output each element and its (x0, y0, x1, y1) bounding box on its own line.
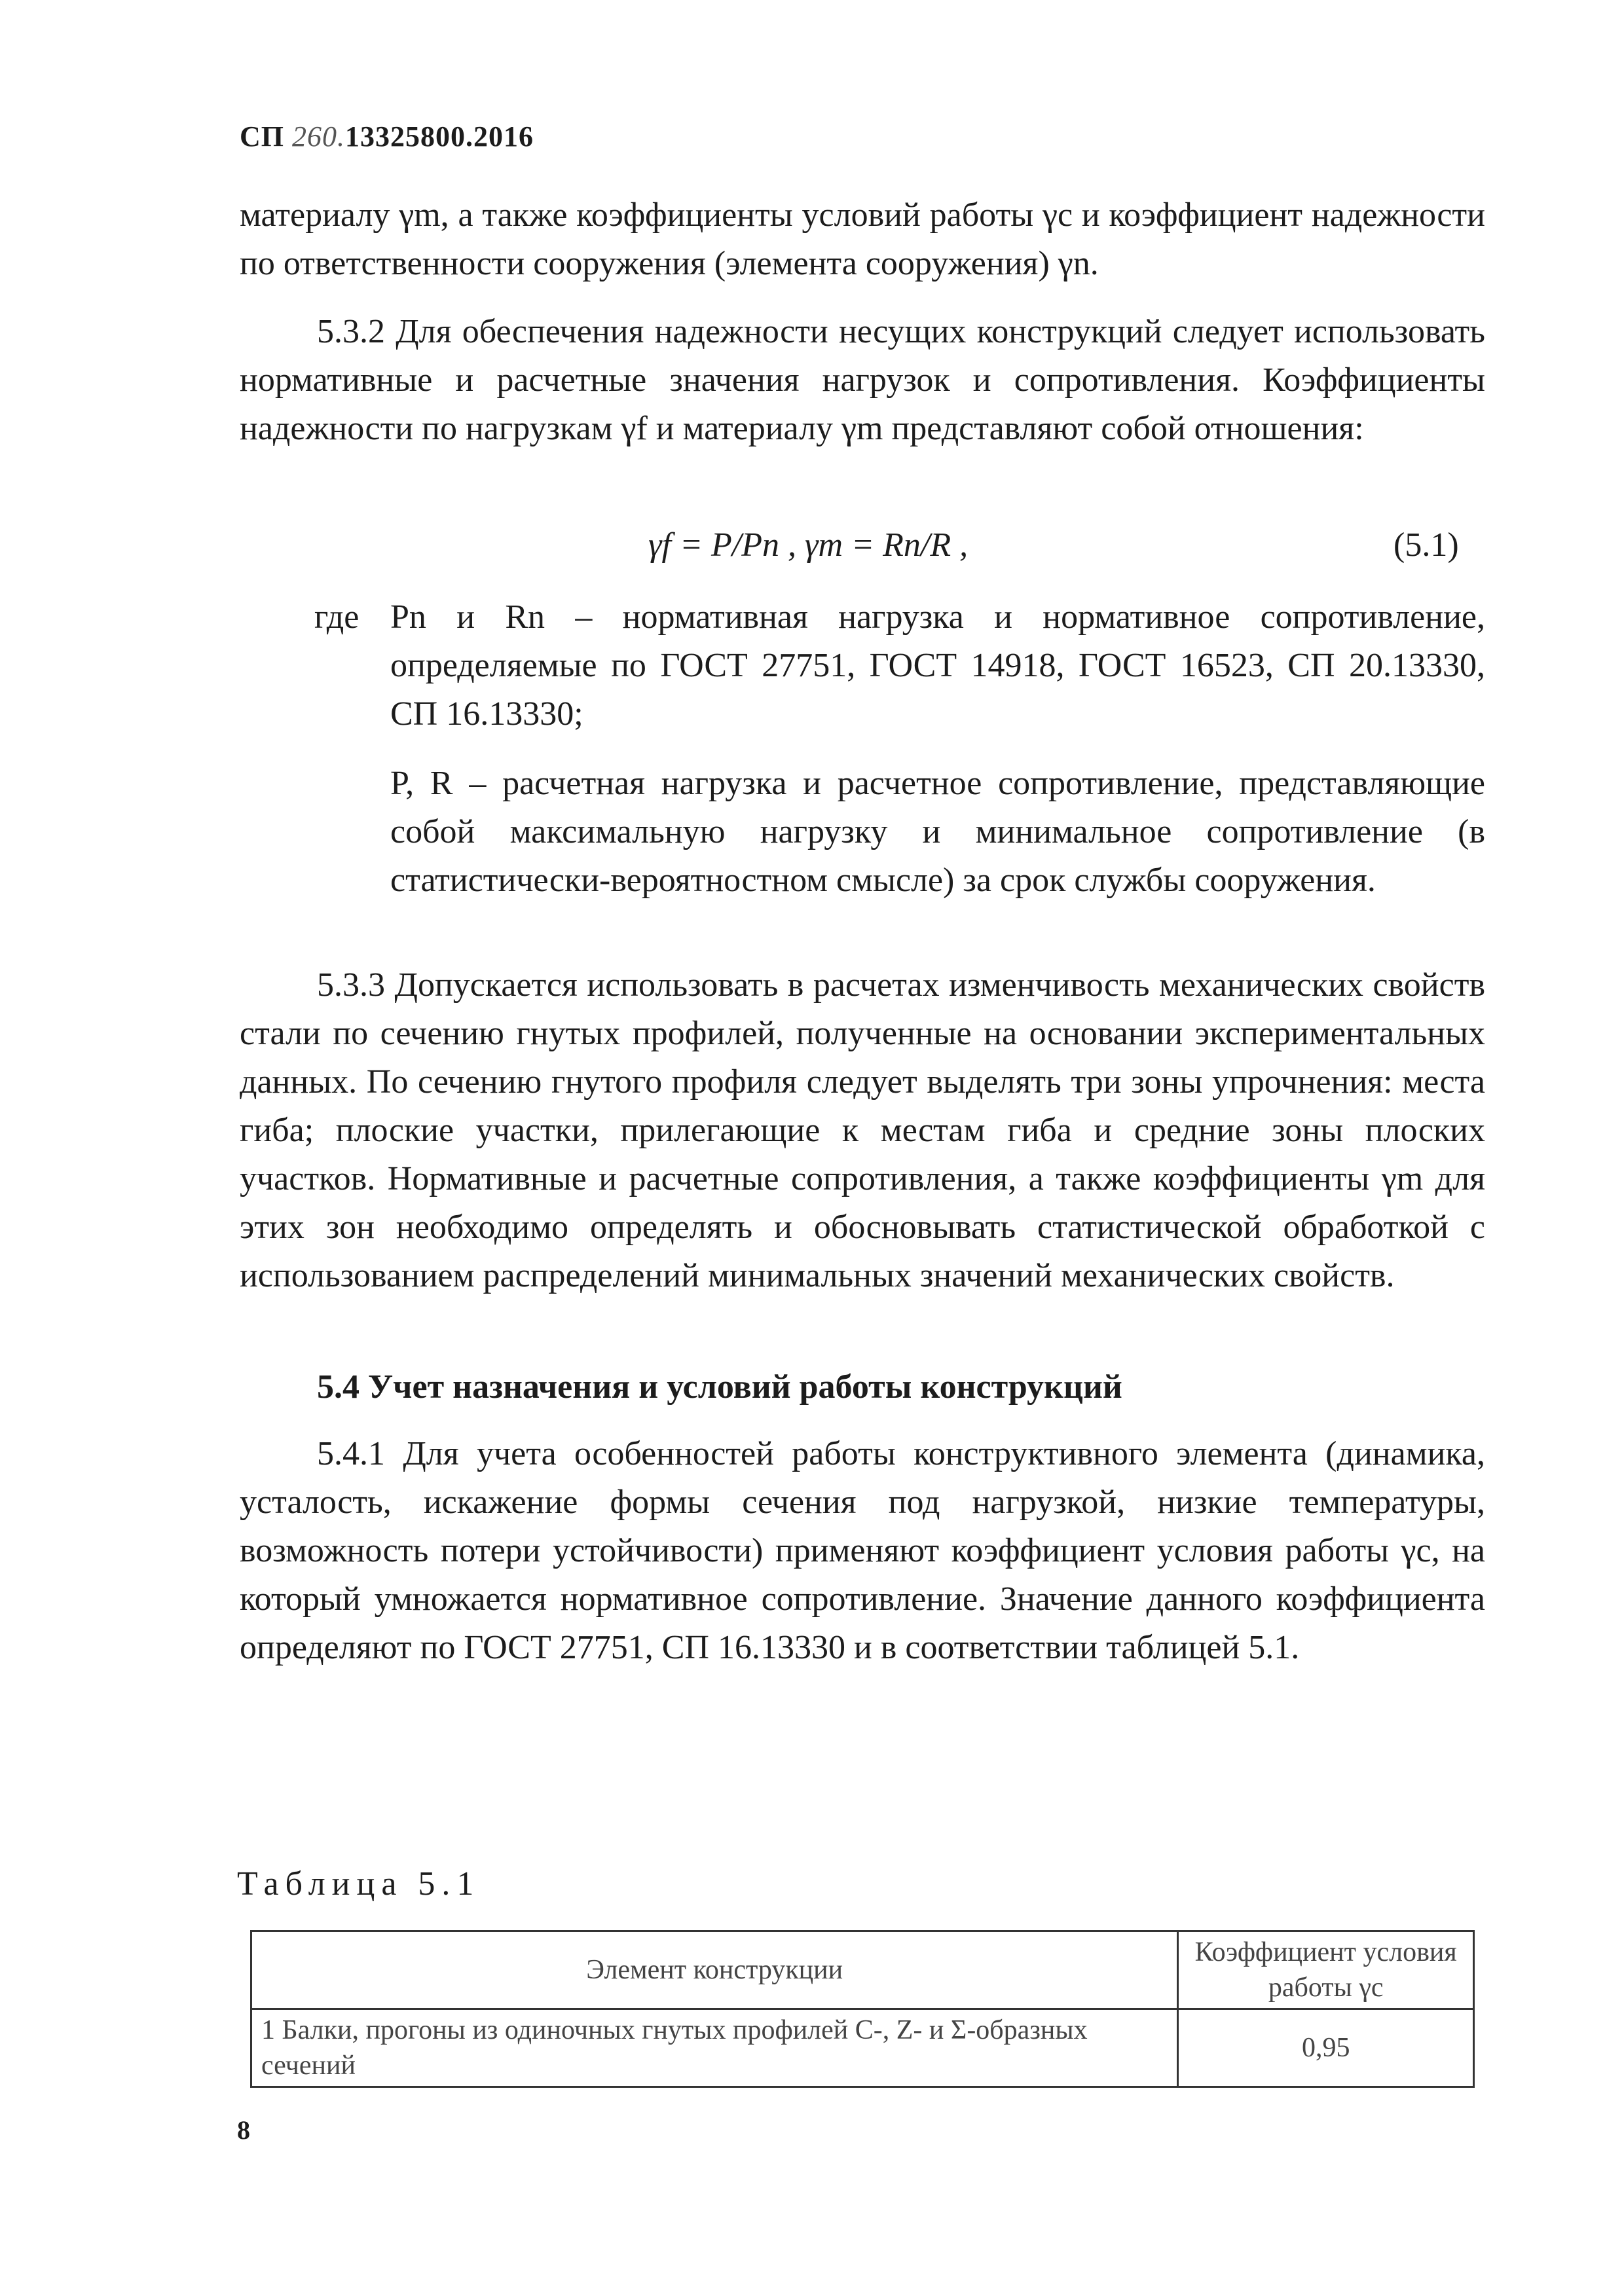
where-item-normative: Pn и Rn – нормативная нагрузка и нормативное сопротивление, определяемые по ГОСТ 27751, ГОСТ 14918, ГОСТ 16523, СП 20.13330, СП 16.13330; (390, 598, 1485, 733)
where-item-design: P, R – расчетная нагрузка и расчетное сопротивление, представляющие собой максимальную нагрузку и минимальное сопротивление (в статистически-вероятностном смысле) за срок службы сооружения. (390, 765, 1485, 899)
header-code: 13325800 (345, 120, 466, 153)
table-5-1 (250, 1930, 1475, 2088)
paragraph-continuation: материалу γm, а также коэффициенты условий работы γc и коэффициент надежности по ответственности сооружения (элемента сооружения) γn. (240, 196, 1485, 282)
header-handwritten-number: 260. (292, 120, 345, 153)
table-header-coefficient: Коэффициент условия работы γc (1178, 1931, 1474, 2009)
paragraph-5-4-1: 5.4.1 Для учета особенностей работы конструктивного элемента (динамика, усталость, искажение формы сечения под нагрузкой, низкие температуры, возможность потери устойчивости) применяют коэффициент условия работы γc, на который умножается нормативное сопротивление. Значение данного коэффициента определяют по ГОСТ 27751, СП 16.13330 и в соответствии таблицей 5.1. (240, 1435, 1485, 1666)
formula-number: (5.1) (1393, 526, 1459, 564)
paragraph-5-3-2: 5.3.2 Для обеспечения надежности несущих конструкций следует использовать нормативные и расчетные значения нагрузок и сопротивления. Коэффициенты надежности по нагрузкам γf и материалу γm представляют собой отношения: (240, 313, 1485, 447)
table-cell-value: 0,95 (1178, 2009, 1474, 2087)
table-caption: Таблица 5.1 (237, 1865, 481, 1903)
formula-5-1: γf = P/Pn , γm = Rn/R , (648, 526, 969, 564)
table-header-element: Элемент конструкции (251, 1931, 1178, 2009)
table-header-row (251, 1931, 1474, 2009)
header-prefix: СП (240, 120, 284, 153)
table-row (251, 2009, 1474, 2087)
section-title-5-4: 5.4 Учет назначения и условий работы конструкций (317, 1368, 1122, 1406)
paragraph-5-3-3: 5.3.3 Допускается использовать в расчетах изменчивость механических свойств стали по сечению гнутых профилей, полученные на основании экспериментальных данных. По сечению гнутого профиля следует выделять три зоны упрочнения: места гиба; плоские участки, прилегающие к местам гиба и средние зоны плоских участков. Нормативные и расчетные сопротивления, а также коэффициенты γm для этих зон необходимо определять и обосновывать статистической обработкой с использованием распределений минимальных значений механических свойств. (240, 966, 1485, 1294)
document-header (240, 120, 534, 153)
header-year: .2016 (466, 120, 534, 153)
page-number: 8 (237, 2115, 250, 2145)
table-cell-element: 1 Балки, прогоны из одиночных гнутых профилей С-, Z- и Σ-образных сечений (251, 2009, 1178, 2087)
where-label: где (314, 598, 360, 636)
